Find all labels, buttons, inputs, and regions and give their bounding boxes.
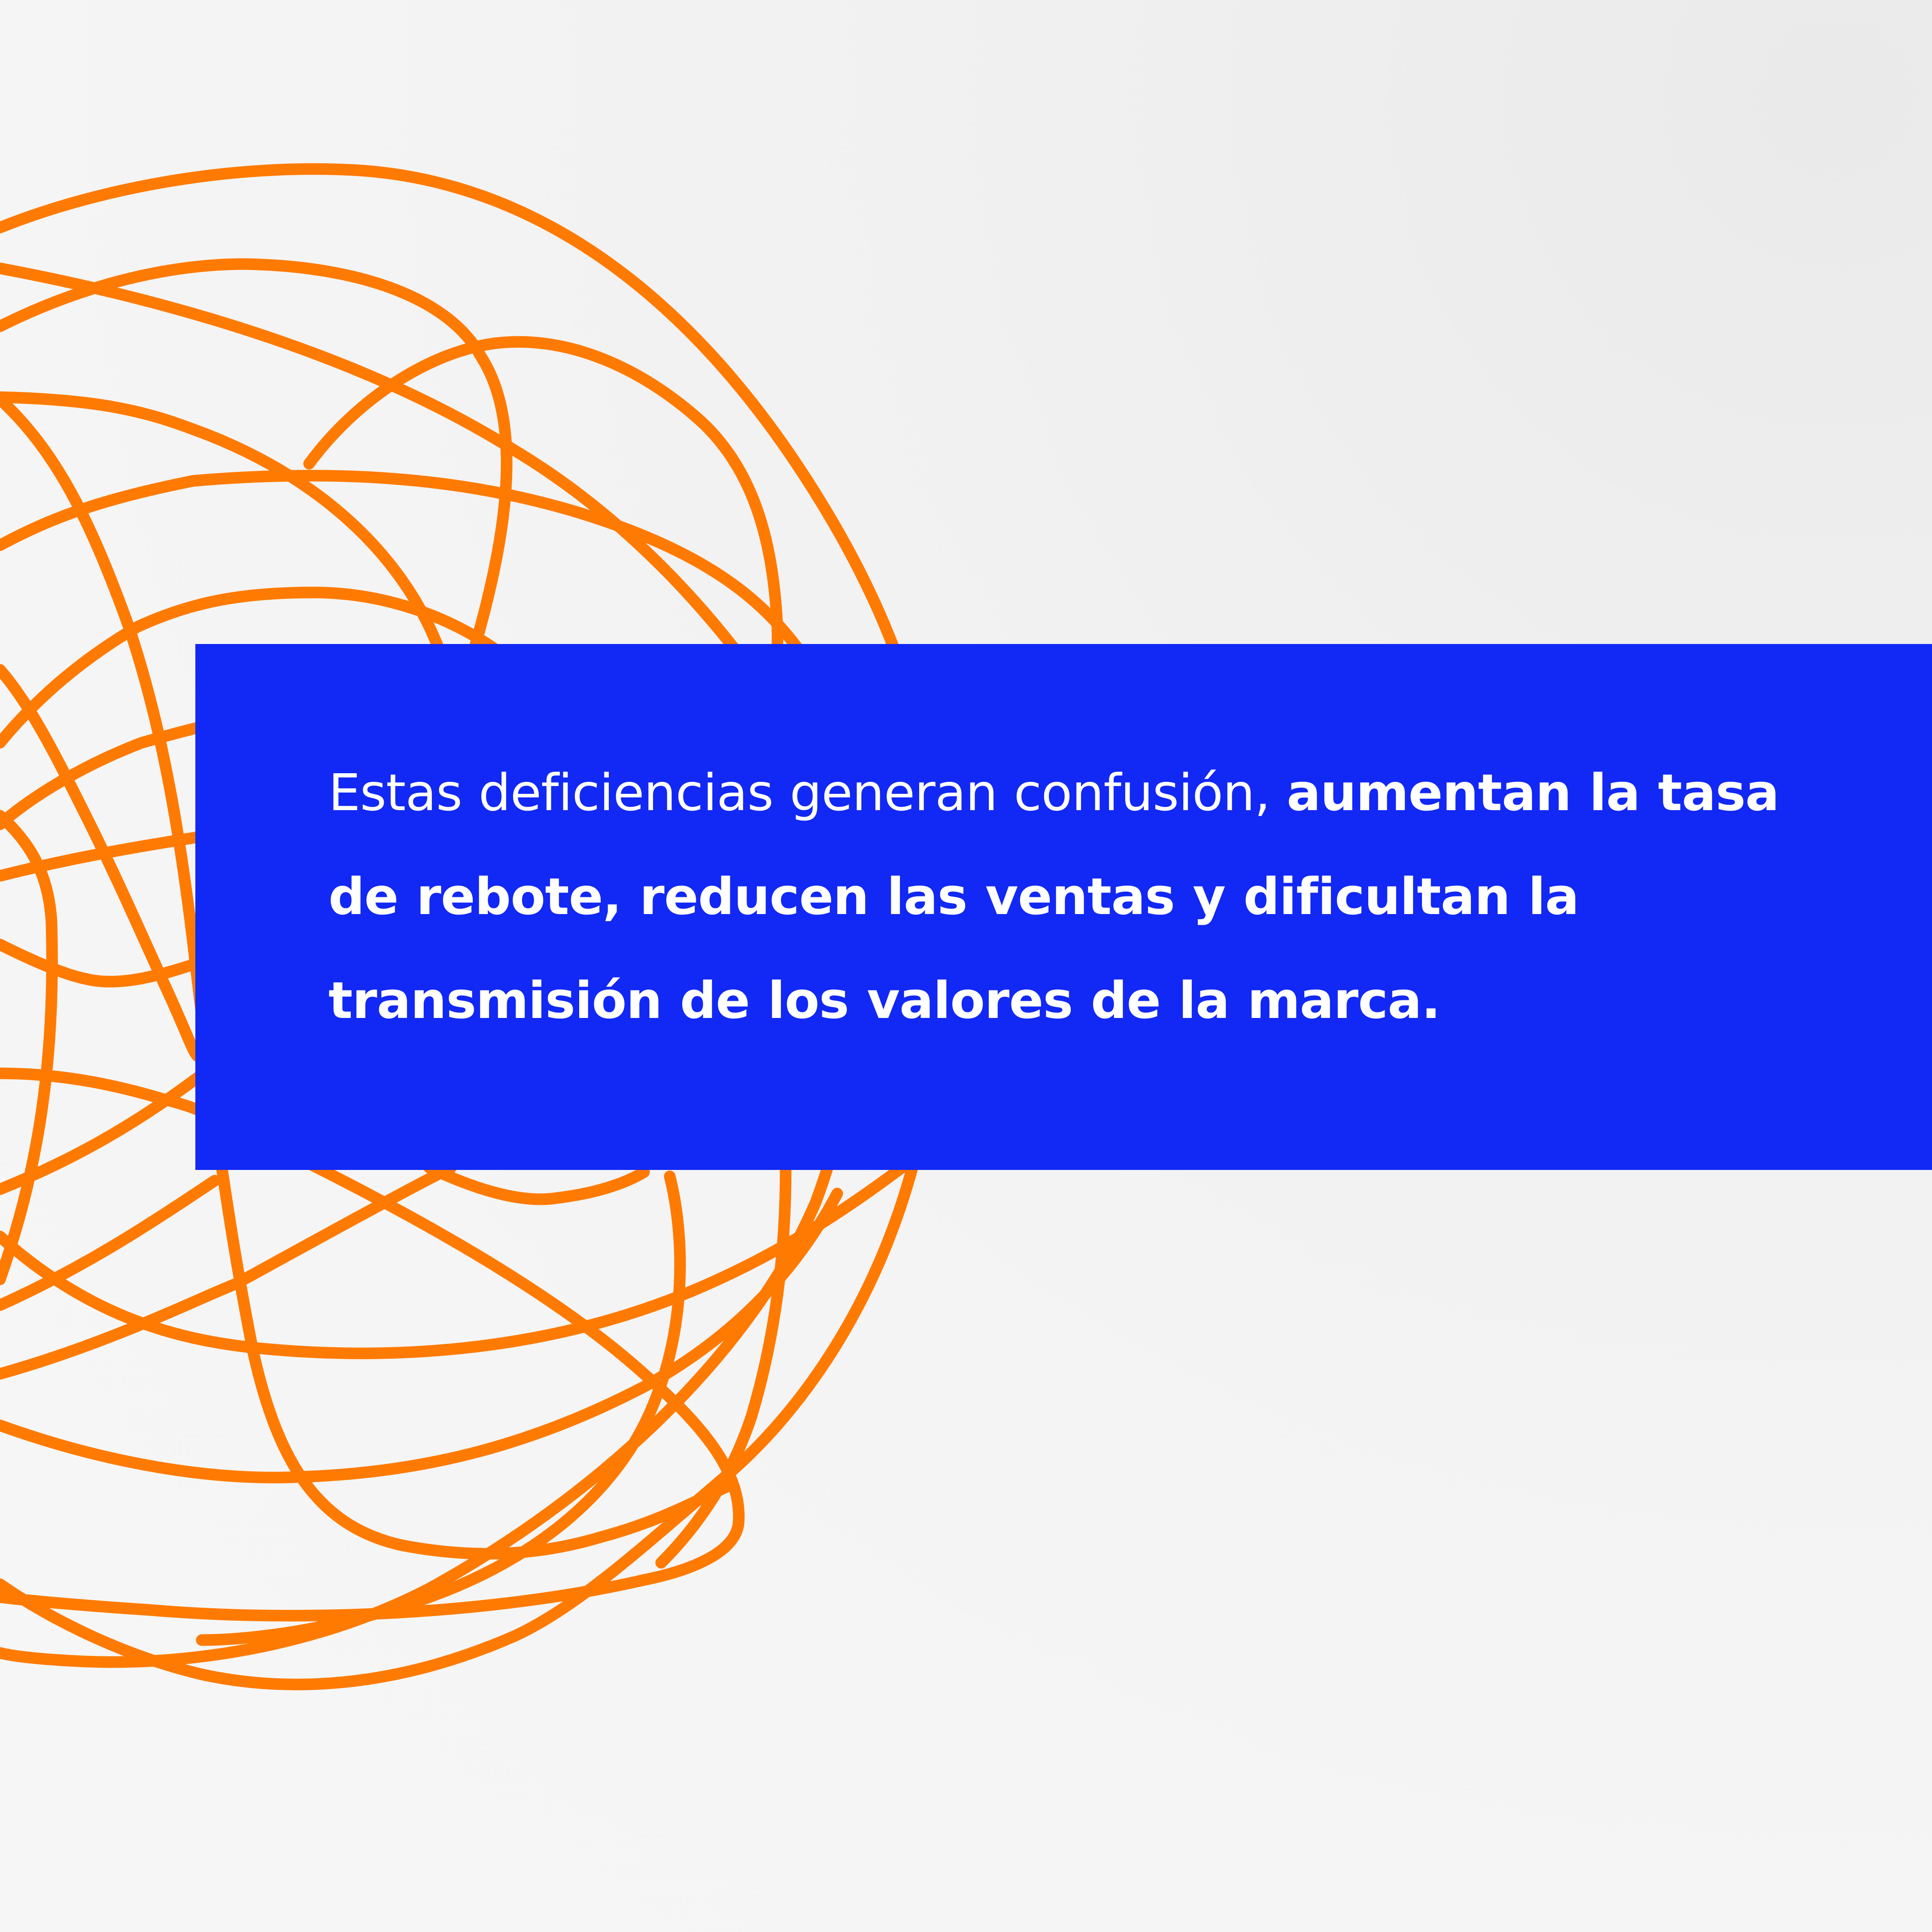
callout-text-bold: aumentan la tasa de rebote, reducen las ventas y dificultan la transmisión de los valores de la marca. (328, 763, 1779, 1030)
scribble-loop-13 (0, 816, 52, 1279)
scribble-loop-21 (0, 1159, 739, 1616)
scribble-loop-12 (0, 945, 202, 981)
scribble-loop-15 (0, 1078, 197, 1189)
scribble-loop-20 (429, 1168, 644, 1199)
scribble-loop-16 (0, 1181, 215, 1305)
blue-text-callout (195, 644, 1932, 1170)
callout-paragraph (328, 741, 1820, 1052)
callout-text-regular: Estas deficiencias generan confusión, (328, 763, 1270, 822)
